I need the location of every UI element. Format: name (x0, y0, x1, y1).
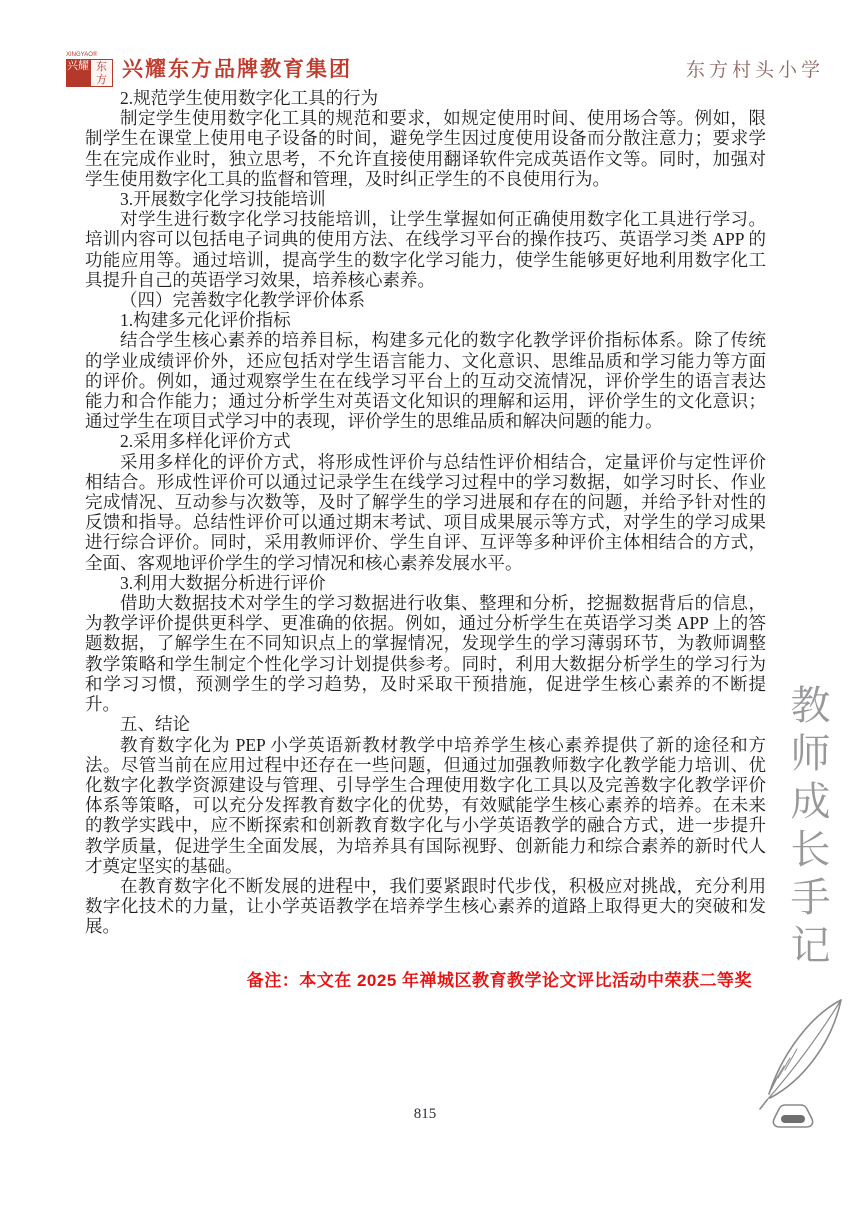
paragraph: 3.利用大数据分析进行评价 (120, 572, 326, 593)
document-body (85, 88, 766, 991)
paragraph: （四）完善数字化教学评价体系 (120, 290, 365, 311)
paragraph: 2.规范学生使用数字化工具的行为 (120, 88, 379, 108)
vertical-margin-title: 教师成长手记 (784, 684, 830, 972)
seal-registered-text: XINGYAO® (66, 51, 98, 58)
paragraph: 对学生进行数字化学习技能培训，让学生掌握如何正确使用数字化工具进行学习。培训内容可以包括电子词典的使用方法、在线学习平台的操作技巧、英语学习类 APP 的功能应用等。通过培训，提高学生的数字化学习能力，使学生能够更好地利用数字化工具提升自己的英语学习效果，培养核心素养。 (85, 209, 766, 290)
paragraph: 采用多样化的评价方式，将形成性评价与总结性评价相结合，定量评价与定性评价相结合。形成性评价可以通过记录学生在线学习过程中的学习数据，如学习时长、作业完成情况、互动参与次数等，及时了解学生的学习进展和存在的问题，并给予针对性的反馈和指导。总结性评价可以通过期末考试、项目成果展示等方式，对学生的学习成果进行综合评价。同时，采用教师评价、学生自评、互评等多种评价主体相结合的方式，全面、客观地评价学生的学习情况和核心素养发展水平。 (85, 451, 766, 573)
school-name: 东方村头小学 (685, 59, 824, 81)
brand-seal-logo-icon (66, 52, 113, 87)
paragraph: 结合学生核心素养的培养目标，构建多元化的数字化教学评价指标体系。除了传统的学业成绩评价外，还应包括对学生语言能力、文化意识、思维品质和学习能力等方面的评价。例如，通过观察学生在在线学习平台上的互动交流情况，评价学生的语言表达能力和合作能力；通过分析学生对英语文化知识的理解和运用，评价学生的文化意识；通过学生在项目式学习中的表现，评价学生的思维品质和解决问题的能力。 (85, 330, 766, 432)
seal-left-characters: 兴耀 (66, 59, 90, 87)
paragraph: 在教育数字化不断发展的进程中，我们要紧跟时代步伐，积极应对挑战，充分利用数字化技术的力量，让小学英语教学在培养学生核心素养的道路上取得更大的突破和发展。 (85, 875, 766, 937)
paragraph-list (85, 88, 766, 937)
brand-title: 兴耀东方品牌教育集团 (122, 57, 352, 81)
paragraph: 借助大数据技术对学生的学习数据进行收集、整理和分析，挖掘数据背后的信息，为教学评价提供更科学、更准确的依据。例如，通过分析学生在英语学习类 APP 上的答题数据，了解学生在不同知识点上的掌握情况，发现学生的学习薄弱环节，为教师调整教学策略和学生制定个性化学习计划提供参考。同时，利用大数据分析学生的学习行为和学习习惯，预测学生的学习趋势，及时采取干预措施，促进学生核心素养的不断提升。 (85, 593, 766, 715)
page-header (66, 46, 826, 90)
paragraph: 教育数字化为 PEP 小学英语新教材教学中培养学生核心素养提供了新的途径和方法。尽管当前在应用过程中还存在一些问题，但通过加强教师数字化教学能力培训、优化数字化教学资源建设与管理、引导学生合理使用数字化工具以及完善数字化教学评价体系等策略，可以充分发挥教育数字化的优势，有效赋能学生核心素养的培养。在未来的教学实践中，应不断探索和创新教育数字化与小学英语教学的融合方式，进一步提升教学质量，促进学生全面发展，为培养具有国际视野、创新能力和综合素养的新时代人才奠定坚实的基础。 (85, 734, 766, 876)
page-number: 815 (413, 1106, 437, 1122)
seal-right-characters: 东方 (90, 59, 113, 87)
paragraph: 五、结论 (120, 714, 190, 735)
paragraph: 1.构建多元化评价指标 (120, 310, 291, 331)
paragraph: 制定学生使用数字化工具的规范和要求，如规定使用时间、使用场合等。例如，限制学生在课堂上使用电子设备的时间，避免学生因过度使用设备而分散注意力；要求学生在完成作业时，独立思考，不允许直接使用翻译软件完成英语作文等。同时，加强对学生使用数字化工具的监督和管理，及时纠正学生的不良使用行为。 (85, 108, 766, 189)
paragraph: 2.采用多样化评价方式 (120, 431, 291, 452)
paragraph: 3.开展数字化学习技能培训 (120, 189, 326, 210)
award-note: 备注：本文在 2025 年禅城区教育教学论文评比活动中荣获二等奖 (246, 970, 752, 990)
